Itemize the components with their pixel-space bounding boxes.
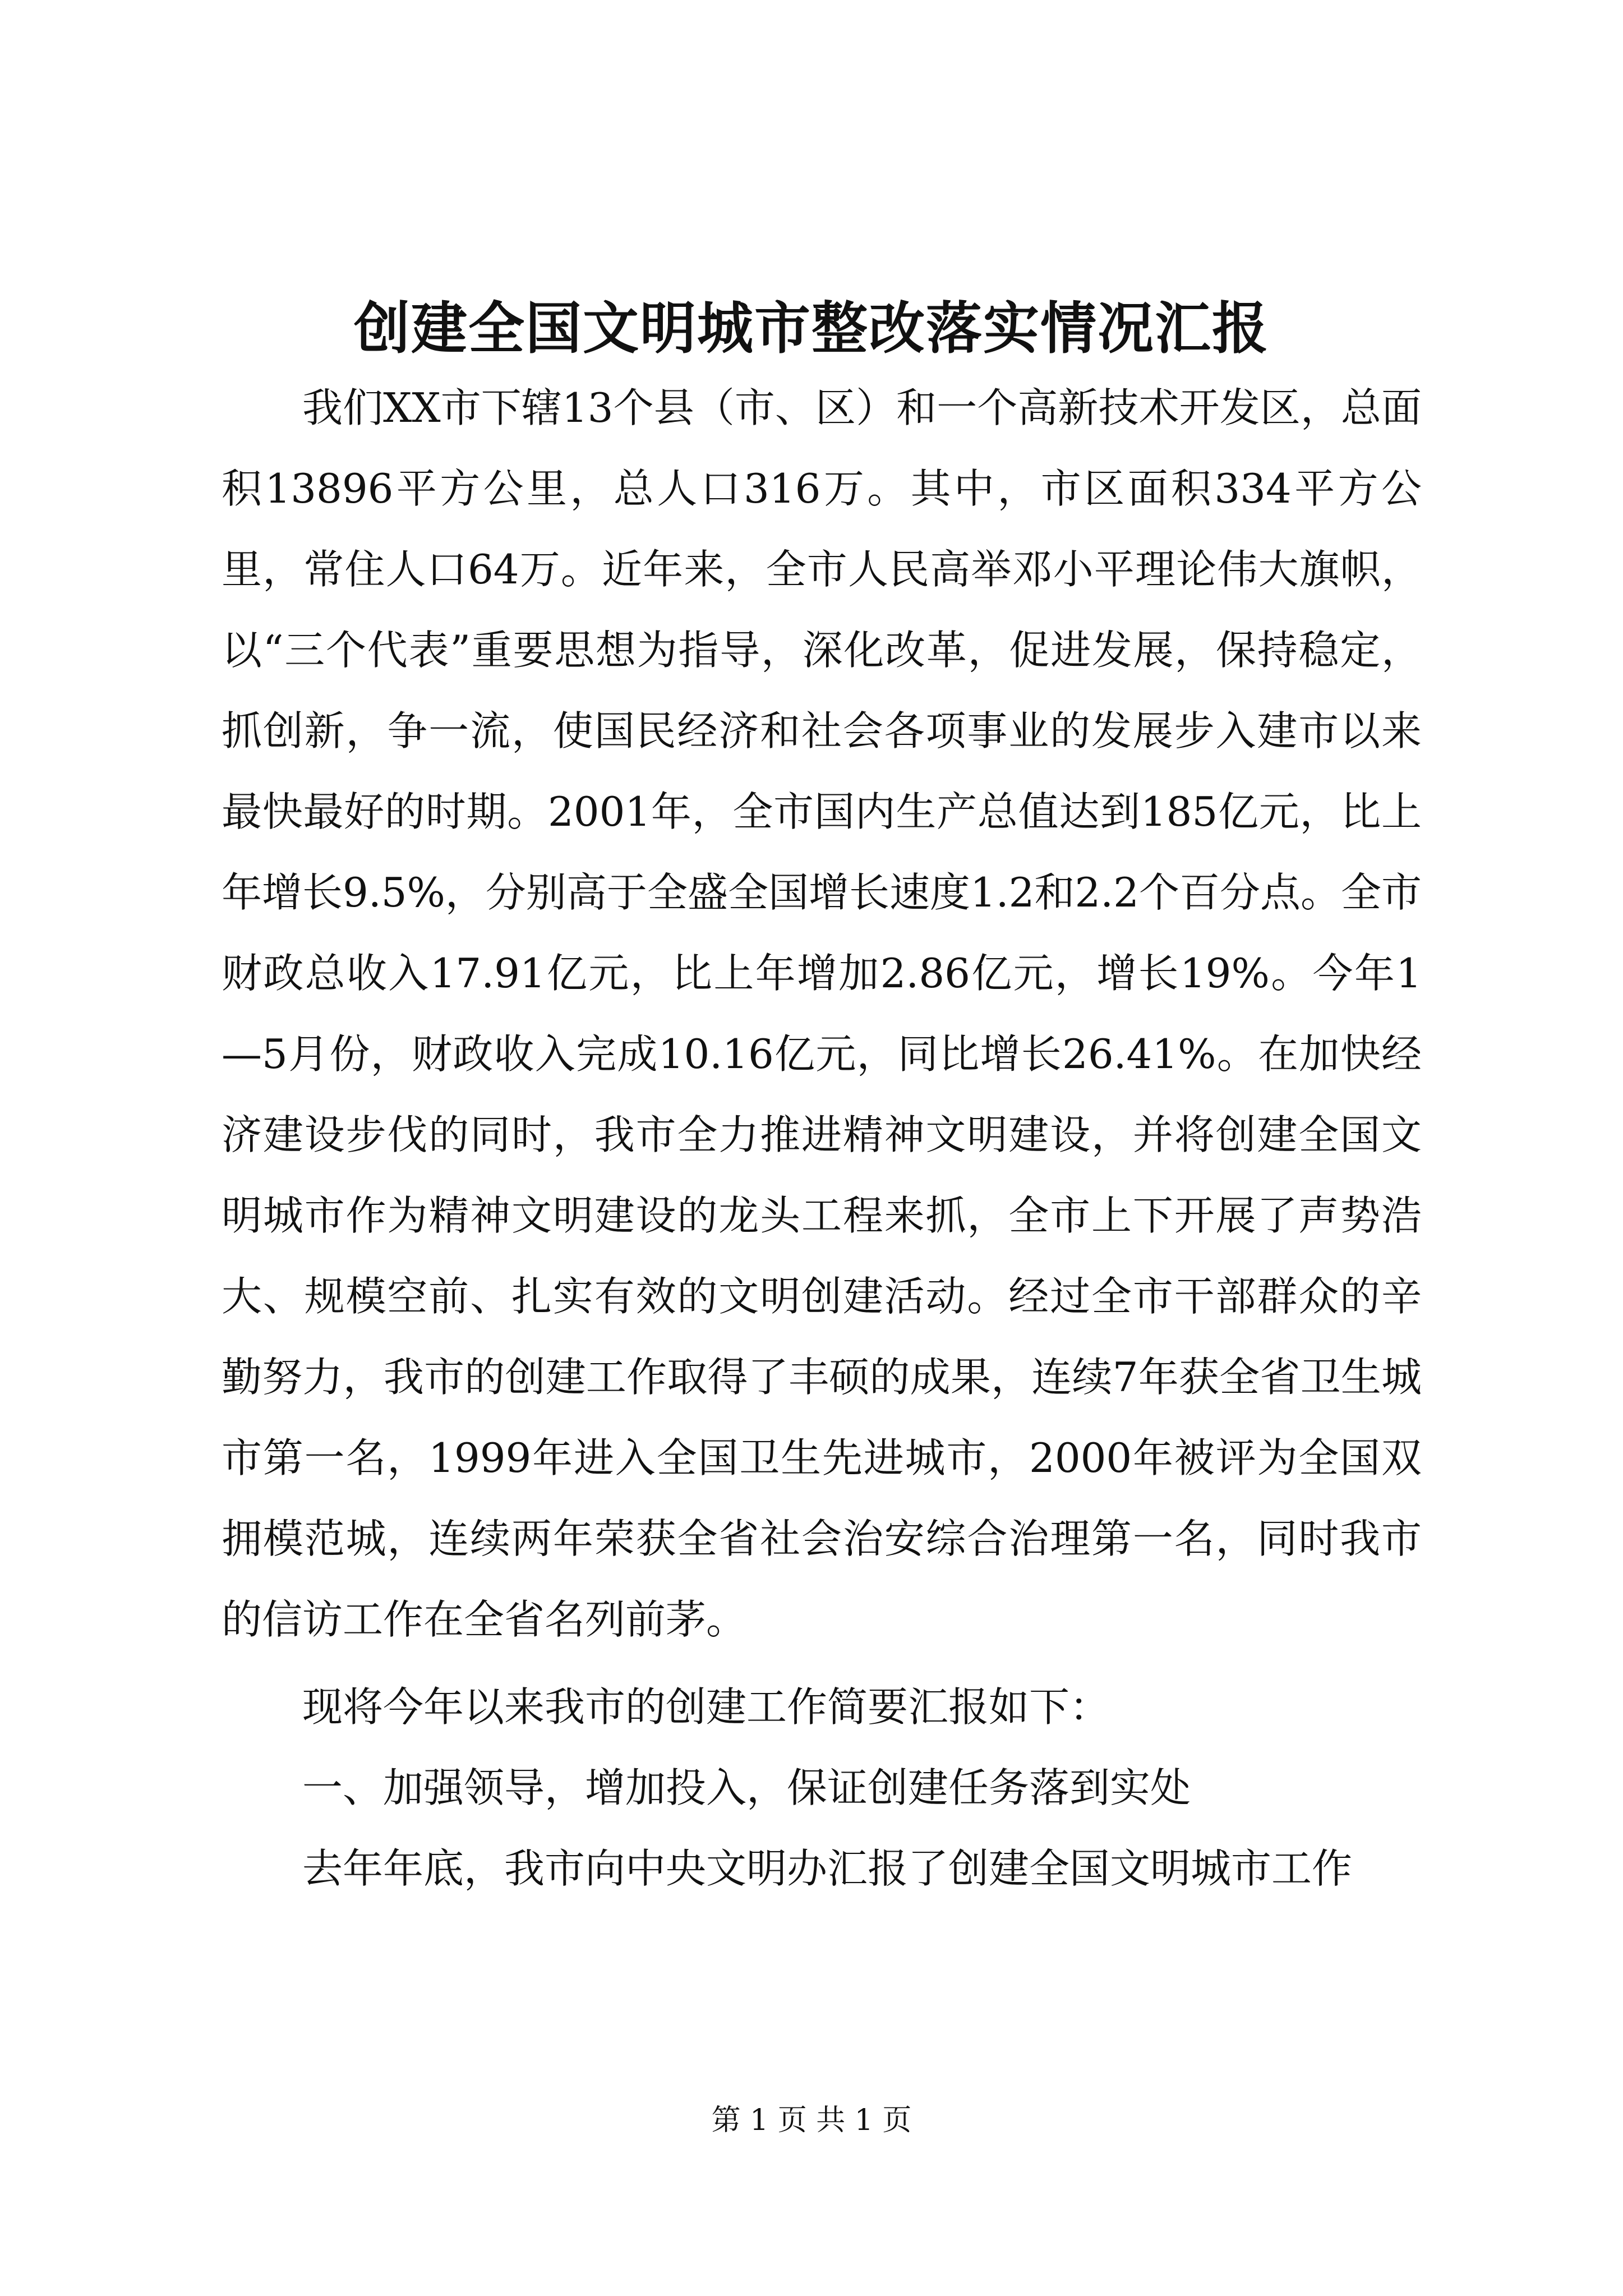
paragraph-overview: 我们XX市下辖13个县（市、区）和一个高新技术开发区，总面积13896平方公里，总人口316万。其中，市区面积334平方公里，常住人口64万。近年来，全市人民高举邓小平理论伟大旗帜，以“三个代表”重要思想为指导，深化改革，促进发展，保持稳定，抓创新，争一流，使国民经济和社会各项事业的发展步入建市以来最快最好的时期。2001年，全市国内生产总值达到185亿元，比上年增长9.5%，分别高于全盛全国增长速度1.2和2.2个百分点。全市财政总收入17.91亿元，比上年增加2.86亿元，增长19%。今年1—5月份，财政收入完成10.16亿元，同比增长26.41%。在加快经济建设步伐的同时，我市全力推进精神文明建设，并将创建全国文明城市作为精神文明建设的龙头工程来抓，全市上下开展了声势浩大、规模空前、扎实有效的文明创建活动。经过全市干部群众的辛勤努力，我市的创建工作取得了丰硕的成果，连续7年获全省卫生城市第一名，1999年进入全国卫生先进城市，2000年被评为全国双拥模范城，连续两年荣获全省社会治安综合治理第一名，同时我市的信访工作在全省名列前茅。 [222,384,1422,1643]
page-number-footer: 第 1 页 共 1 页 [711,2104,912,2137]
section-heading-1: 一、加强领导，增加投入，保证创建任务落到实处 [302,1764,1191,1811]
document-title: 创建全国文明城市整改落实情况汇报 [354,295,1269,361]
paragraph-intro-report: 现将今年以来我市的创建工作简要汇报如下： [302,1683,1110,1731]
paragraph-section-1: 去年年底，我市向中央文明办汇报了创建全国文明城市工作 [302,1845,1353,1892]
document-body [222,367,1422,1909]
